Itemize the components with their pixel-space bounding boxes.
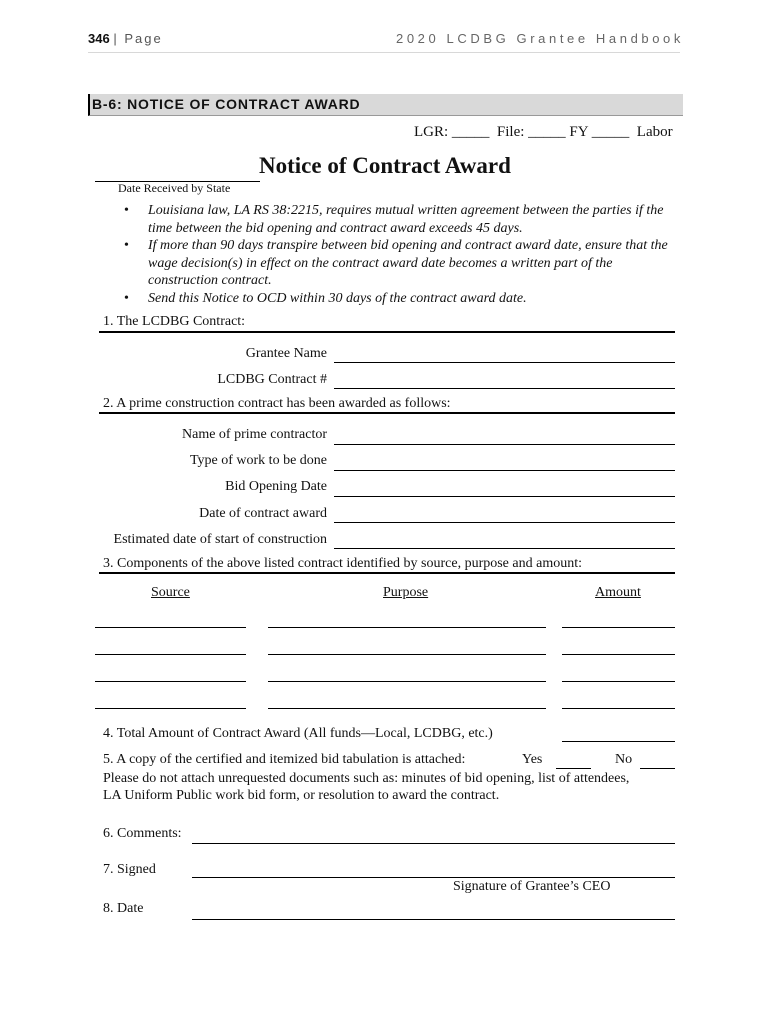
amount-field[interactable] — [562, 627, 675, 628]
section2-rule — [99, 412, 675, 414]
date-label: 8. Date — [103, 901, 144, 916]
signature-caption: Signature of Grantee’s CEO — [453, 879, 611, 894]
type-of-work-field[interactable] — [334, 470, 675, 471]
instruction-text: Send this Notice to OCD within 30 days of the contract award date. — [148, 290, 527, 306]
bid-opening-date-label: Bid Opening Date — [225, 479, 327, 494]
start-construction-date-field[interactable] — [334, 548, 675, 549]
comments-label: 6. Comments: — [103, 826, 182, 841]
grantee-name-label: Grantee Name — [245, 346, 327, 361]
handbook-title: 2020 LCDBG Grantee Handbook — [396, 31, 684, 46]
bid-tabulation-label: 5. A copy of the certified and itemized bid tabulation is attached: — [103, 752, 466, 767]
instruction-list — [124, 202, 684, 307]
total-amount-label: 4. Total Amount of Contract Award (All funds—Local, LCDBG, etc.) — [103, 726, 493, 741]
source-field[interactable] — [95, 708, 246, 709]
start-construction-date-label: Estimated date of start of construction — [113, 532, 327, 547]
attachment-note-line1: Please do not attach unrequested documents such as: minutes of bid opening, list of attendees, — [103, 771, 630, 786]
comments-field[interactable] — [192, 843, 675, 844]
section-title: B-6: NOTICE OF CONTRACT AWARD — [92, 96, 361, 112]
lcdbg-contract-label: LCDBG Contract # — [217, 372, 327, 387]
page-word: | Page — [113, 31, 163, 46]
signature-field[interactable] — [192, 877, 675, 878]
purpose-field[interactable] — [268, 708, 546, 709]
section3-heading: 3. Components of the above listed contract identified by source, purpose and amount: — [103, 556, 582, 571]
page-number — [88, 31, 163, 46]
yes-field[interactable] — [556, 768, 591, 769]
list-item — [124, 202, 684, 237]
page-number-value: 346 — [88, 31, 110, 46]
purpose-field[interactable] — [268, 681, 546, 682]
amount-column-header: Amount — [595, 585, 641, 600]
bullet-icon: • — [124, 238, 129, 253]
source-field[interactable] — [95, 654, 246, 655]
instruction-text: Louisiana law, LA RS 38:2215, requires mutual written agreement between the parties if the time between the bid opening and contract award exceeds 45 days. — [148, 203, 664, 236]
section1-heading: 1. The LCDBG Contract: — [103, 314, 246, 329]
prime-contractor-label: Name of prime contractor — [182, 427, 327, 442]
date-received-label: Date Received by State — [118, 181, 231, 195]
signed-label: 7. Signed — [103, 862, 156, 877]
header-divider — [88, 52, 680, 53]
lgr-file-fy-line: LGR: _____ File: _____ FY _____ Labor — [414, 124, 673, 140]
amount-field[interactable] — [562, 654, 675, 655]
contract-award-date-field[interactable] — [334, 522, 675, 523]
attachment-note-line2: LA Uniform Public work bid form, or resolution to award the contract. — [103, 788, 500, 803]
bullet-icon: • — [124, 203, 129, 218]
section2-heading: 2. A prime construction contract has been awarded as follows: — [103, 396, 451, 411]
section1-rule — [99, 331, 675, 333]
bid-opening-date-field[interactable] — [334, 496, 675, 497]
type-of-work-label: Type of work to be done — [189, 453, 327, 468]
source-field[interactable] — [95, 681, 246, 682]
prime-contractor-field[interactable] — [334, 444, 675, 445]
yes-label: Yes — [522, 752, 543, 767]
purpose-field[interactable] — [268, 654, 546, 655]
bullet-icon: • — [124, 290, 129, 306]
grantee-name-field[interactable] — [334, 362, 675, 363]
list-item — [124, 237, 684, 290]
source-field[interactable] — [95, 627, 246, 628]
date-field[interactable] — [192, 919, 675, 920]
section3-rule — [99, 572, 675, 574]
source-column-header: Source — [151, 585, 190, 600]
no-field[interactable] — [640, 768, 675, 769]
form-title: Notice of Contract Award — [259, 153, 511, 178]
lcdbg-contract-field[interactable] — [334, 388, 675, 389]
amount-field[interactable] — [562, 708, 675, 709]
purpose-column-header: Purpose — [383, 585, 429, 600]
amount-field[interactable] — [562, 681, 675, 682]
purpose-field[interactable] — [268, 627, 546, 628]
total-amount-field[interactable] — [562, 741, 675, 742]
contract-award-date-label: Date of contract award — [199, 506, 327, 521]
list-item — [124, 290, 684, 308]
no-label: No — [615, 752, 633, 767]
instruction-text: If more than 90 days transpire between bid opening and contract award date, ensure that the wage decision(s) in effect on the contract award date becomes a written part of the construction contract. — [148, 238, 668, 288]
